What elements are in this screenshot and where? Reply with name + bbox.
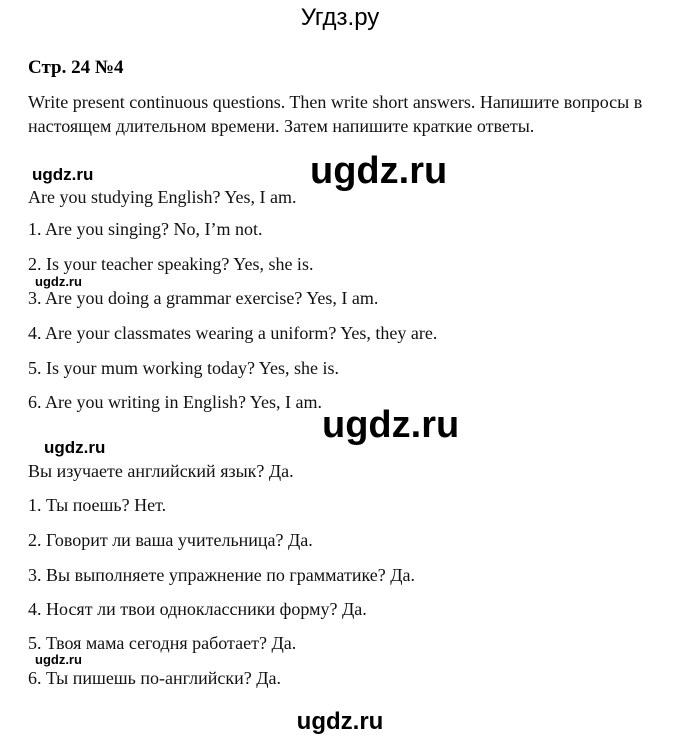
watermark: ugdz.ru [35,652,82,667]
russian-item: 5. Твоя мама сегодня работает? Да. [28,633,297,653]
english-item: 3. Are you doing a grammar exercise? Yes, I am. [28,288,379,308]
watermark: ugdz.ru [44,438,106,457]
english-item: 6. Are you writing in English? Yes, I am. [28,392,322,412]
task-instruction: Write present continuous questions. Then write short answers. Напишите вопросы в настоящем длительном времени. Затем напишите краткие ответы. [28,92,643,136]
russian-example: Вы изучаете английский язык? Да. [28,461,294,481]
page-heading: Стр. 24 №4 [28,57,124,78]
english-item: 5. Is your mum working today? Yes, she is. [28,358,339,378]
russian-item: 3. Вы выполняете упражнение по грамматике? Да. [28,565,415,585]
english-item: 4. Are your classmates wearing a uniform? Yes, they are. [28,323,438,343]
english-item: 1. Are you singing? No, I’m not. [28,219,263,239]
site-footer: ugdz.ru [296,708,384,735]
watermark: ugdz.ru [32,165,94,184]
english-example: Are you studying English? Yes, I am. [28,187,297,207]
watermark: ugdz.ru [322,404,460,446]
watermark: ugdz.ru [310,150,448,192]
russian-item: 2. Говорит ли ваша учительница? Да. [28,530,313,550]
russian-item: 1. Ты поешь? Нет. [28,495,167,515]
russian-item: 6. Ты пишешь по-английски? Да. [28,668,281,688]
russian-item: 4. Носят ли твои одноклассники форму? Да. [28,599,367,619]
english-item: 2. Is your teacher speaking? Yes, she is. [28,254,314,274]
watermark: ugdz.ru [35,274,82,289]
site-header: Угдз.ру [300,4,380,31]
